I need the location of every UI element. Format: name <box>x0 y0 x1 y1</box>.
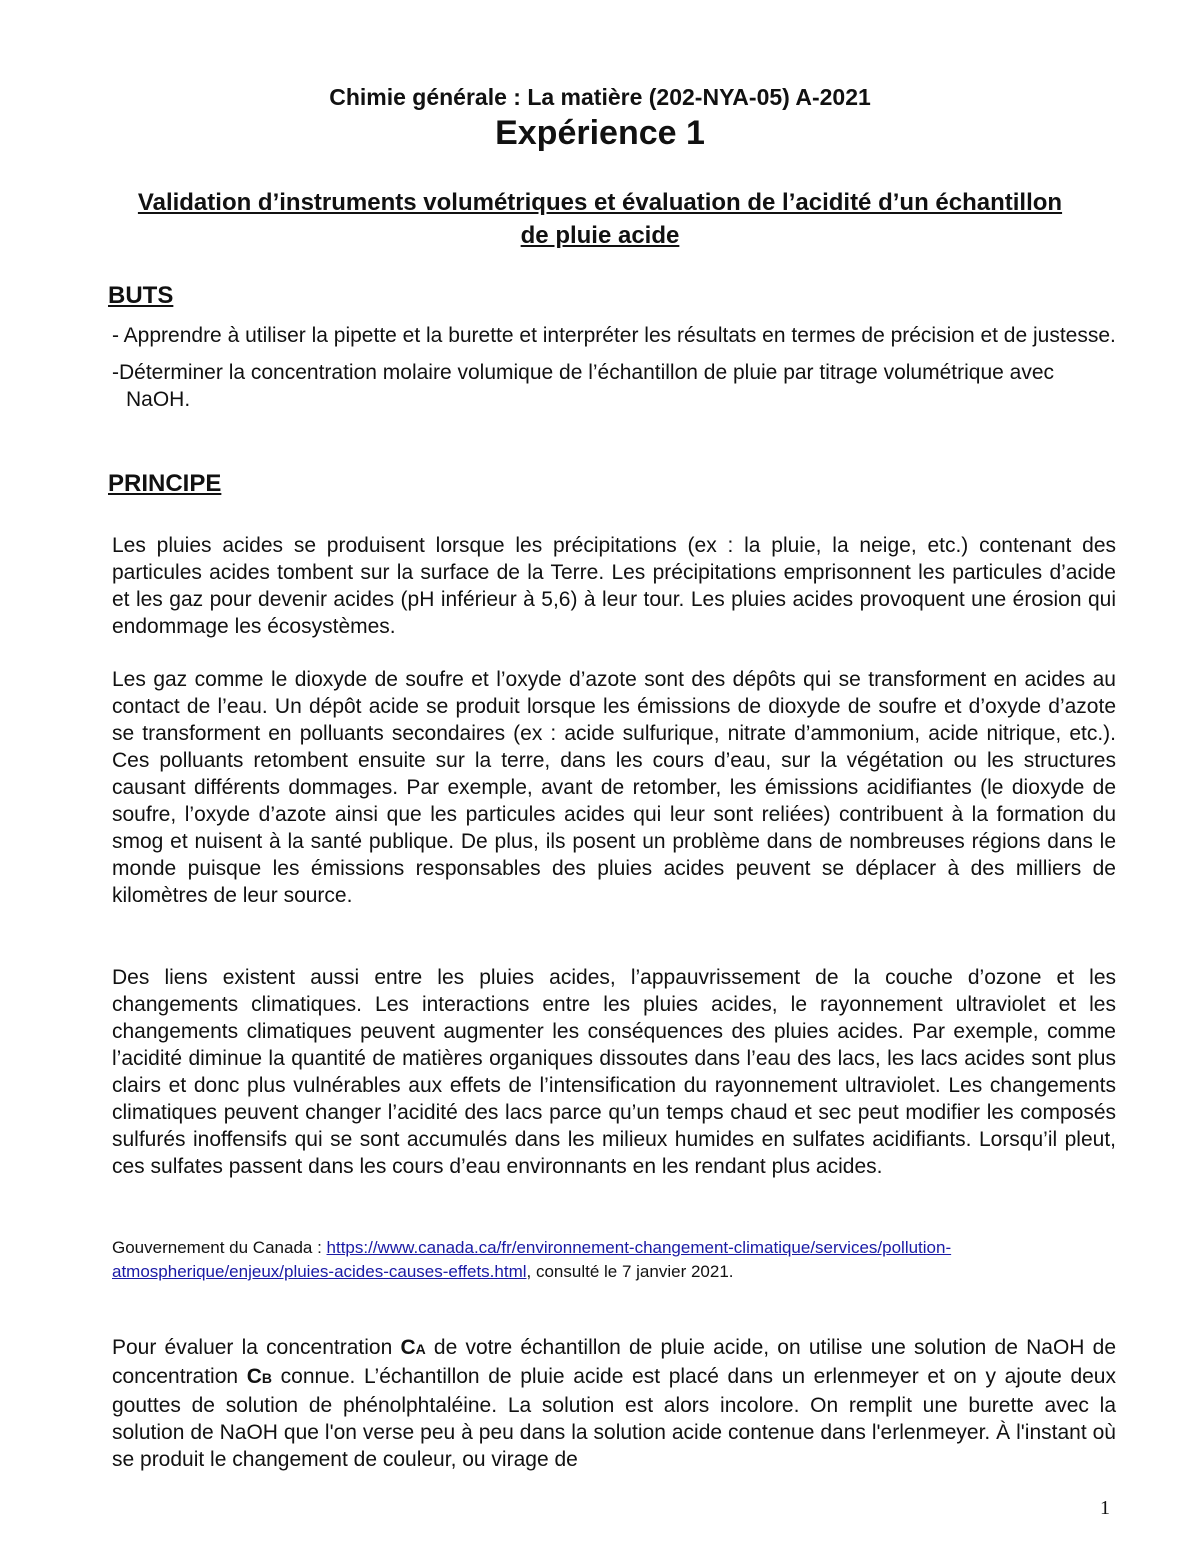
source-link[interactable]: https://www.canada.ca/fr/environnement-changement-climatique/services/pollution-atmospherique/enjeux/pluies-acides-causes-effets.html <box>112 1238 952 1281</box>
document-title: Validation d’instruments volumétriques et évaluation de l’acidité d’un échantillon de pluie acide <box>137 189 1063 249</box>
principe-paragraph-1: Les pluies acides se produisent lorsque les précipitations (ex : la pluie, la neige, etc.) contenant des particules acides tombent sur la surface de la Terre. Les précipitations emprisonnent les particules d’acide et les gaz pour devenir acides (pH inférieur à 5,6) à leur tour. Les pluies acides provoquent une érosion qui endommage les écosystèmes. <box>112 534 1116 638</box>
ca-symbol: CA <box>400 1336 426 1359</box>
source-suffix: , consulté le 7 janvier 2021. <box>526 1262 734 1281</box>
buts-item: -Déterminer la concentration molaire volumique de l’échantillon de pluie par titrage volumétrique avec NaOH. <box>112 361 1054 411</box>
buts-item: - Apprendre à utiliser la pipette et la burette et interpréter les résultats en termes de précision et de justesse. <box>112 324 1116 347</box>
titration-text: connue. L’échantillon de pluie acide est placé dans un erlenmeyer et on y ajoute deux gouttes de solution de phénolphtaléine. La solution est alors incolore. On remplit une burette avec la solution de NaOH que l'on verse peu à peu dans la solution acide contenue dans l'erlenmeyer. À l'instant où se produit le changement de couleur, ou virage de <box>112 1365 1116 1471</box>
source-citation <box>112 1236 1116 1284</box>
course-title: Chimie générale : La matière (202-NYA-05) A-2021 <box>329 84 871 110</box>
principe-heading: PRINCIPE <box>108 470 222 497</box>
titration-paragraph <box>112 1334 1116 1473</box>
titration-text: de votre échantillon de pluie acide, on utilise une solution de NaOH de concentration <box>112 1336 1116 1388</box>
page-number: 1 <box>1100 1497 1110 1519</box>
experiment-title: Expérience 1 <box>495 114 705 152</box>
principe-paragraph-3: Des liens existent aussi entre les pluies acides, l’appauvrissement de la couche d’ozone et les changements climatiques. Les interactions entre les pluies acides, le rayonnement ultraviolet et les changements climatiques peuvent augmenter les conséquences des pluies acides. Par exemple, comme l’acidité diminue la quantité de matières organiques dissoutes dans l’eau des lacs, les lacs acides sont plus clairs et donc plus vulnérables aux effets de l’intensification du rayonnement ultraviolet. Les changements climatiques peuvent changer l’acidité des lacs parce qu’un temps chaud et sec peut modifier les composés sulfurés inoffensifs qui se sont accumulés dans les milieux humides en sulfates acidifiants. Lorsqu’il pleut, ces sulfates passent dans les cours d’eau environnants en les rendant plus acides. <box>112 966 1116 1178</box>
cb-symbol: CB <box>246 1365 273 1388</box>
principe-paragraph-2: Les gaz comme le dioxyde de soufre et l’oxyde d’azote sont des dépôts qui se transforment en acides au contact de l’eau. Un dépôt acide se produit lorsque les émissions de dioxyde de soufre et d’oxyde d’azote se transforment en polluants secondaires (ex : acide sulfurique, nitrate d’ammonium, acide nitrique, etc.). Ces polluants retombent ensuite sur la terre, dans les cours d’eau, sur la végétation ou les structures causant différents dommages. Par exemple, avant de retomber, les émissions acidifiantes (le dioxyde de soufre, l’oxyde d’azote ainsi que les particules acides qui leur sont reliées) contribuent à la formation du smog et nuisent à la santé publique. De plus, ils posent un problème dans de nombreuses régions dans le monde puisque les émissions responsables des pluies acides peuvent se déplacer à des milliers de kilomètres de leur source. <box>112 668 1116 907</box>
source-prefix: Gouvernement du Canada : <box>112 1238 327 1257</box>
titration-text: Pour évaluer la concentration <box>112 1336 401 1359</box>
buts-heading: BUTS <box>108 282 174 309</box>
buts-list <box>112 322 1122 423</box>
